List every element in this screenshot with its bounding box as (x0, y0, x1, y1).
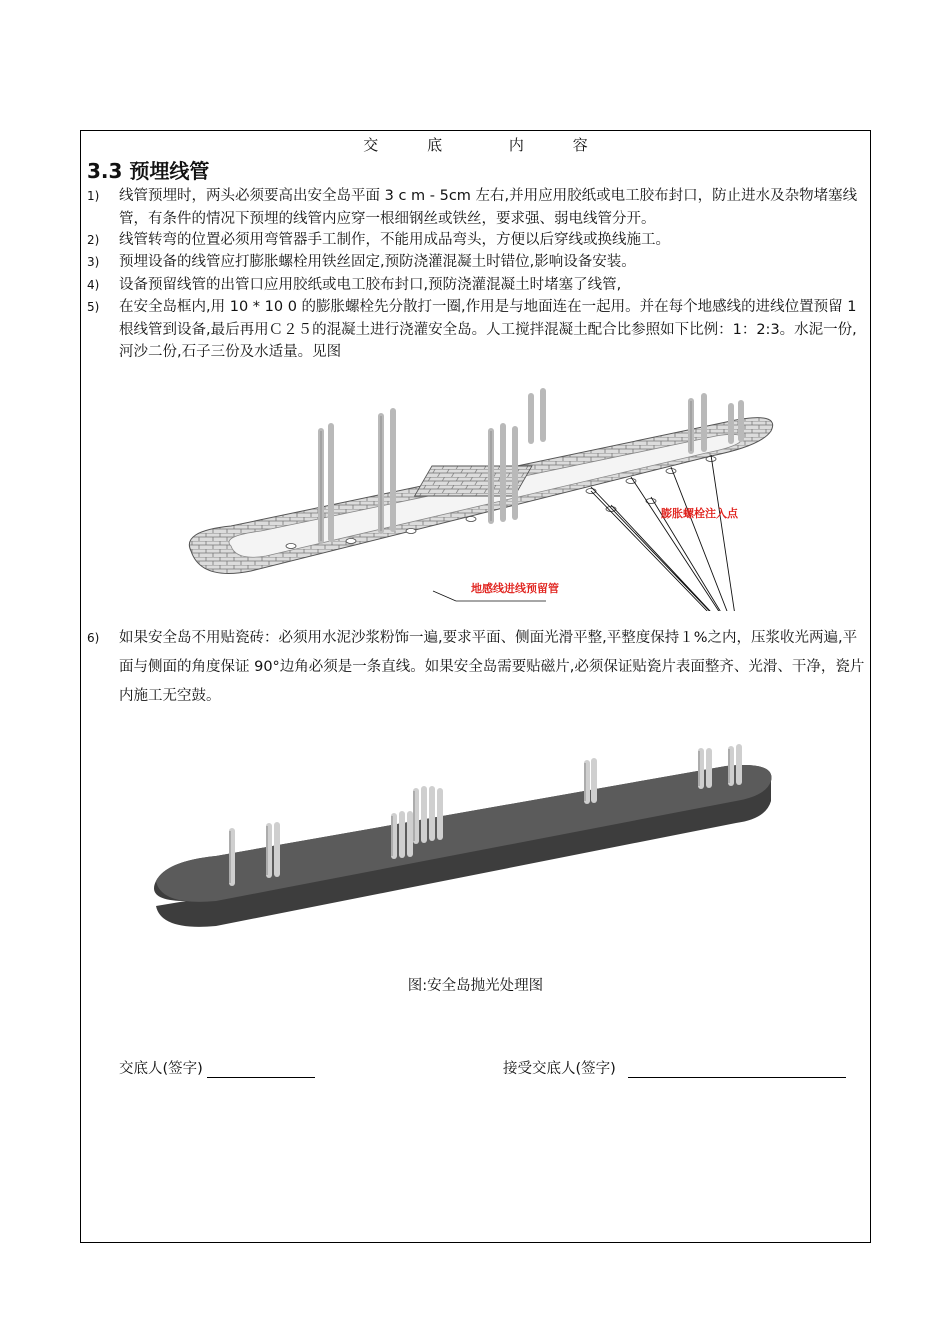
item-number: 3) (87, 255, 100, 269)
giver-signature (119, 1057, 315, 1078)
item-text: 线管转弯的位置必须用弯管器手工制作，不能用成品弯头，方便以后穿线或换线施工。 (119, 232, 670, 248)
list-item (81, 624, 872, 714)
giver-signature-line[interactable] (207, 1061, 315, 1078)
document-frame (80, 130, 871, 1243)
header-char: 交 (363, 136, 379, 154)
item-number: 4) (87, 278, 100, 292)
list-item (81, 185, 872, 231)
figure-caption: 图:安全岛抛光处理图 (407, 978, 544, 994)
item-number: 2) (87, 233, 100, 247)
item-text: 预埋设备的线管应打膨胀螺栓用铁丝固定,预防浇灌混凝土时错位,影响设备安装。 (119, 254, 636, 270)
item-number: 6) (87, 631, 100, 645)
header-char: 容 (572, 136, 588, 154)
pipe-reserve-label: 地感线进线预留管 (471, 582, 559, 595)
receiver-signature (503, 1057, 846, 1078)
header-char: 底 (427, 136, 443, 154)
island-construction-figure (171, 381, 791, 611)
polished-island-figure (146, 741, 786, 941)
receiver-label: 接受交底人(签字) (503, 1061, 616, 1077)
item-text: 如果安全岛不用贴瓷砖：必须用水泥沙浆粉饰一遍,要求平面、侧面光滑平整,平整度保持１%之内，压浆收光两遍,平面与侧面的角度保证 90°边角必须是一条直线。如果安全岛需要贴磁片,必须保证贴瓷片表面整齐、光滑、干净，瓷片内施工无空鼓。 (119, 630, 865, 704)
header-char: 内 (508, 136, 524, 154)
item-text: 设备预留线管的出管口应用胶纸或电工胶布封口,预防浇灌混凝土时堵塞了线管, (119, 277, 622, 293)
item-number: 1) (87, 189, 100, 203)
section-title: 3.3 预埋线管 (87, 159, 210, 183)
receiver-signature-line[interactable] (628, 1061, 846, 1078)
giver-label: 交底人(签字) (119, 1061, 203, 1077)
item-number: 5) (87, 300, 100, 314)
item-text: 线管预埋时，两头必须要高出安全岛平面 3 c m - 5cm 左右,并用应用胶纸或电工胶布封口，防止进水及杂物堵塞线管，有条件的情况下预埋的线管内应穿一根细钢丝或铁丝，要求强、弱电线管分开。 (119, 188, 858, 227)
table-header (81, 134, 870, 155)
bolt-point-label: 膨胀螺栓注入点 (661, 507, 738, 520)
item-text: 在安全岛框内,用 10 * 10 0 的膨胀螺栓先分散打一圈,作用是与地面连在一起用。并在每个地感线的进线位置预留 1 根线管到设备,最后再用Ｃ２５的混凝土进行浇灌安全岛。人工搅拌混凝土配合比参照如下比例：1：2:3。水泥一份,河沙二份,石子三份及水适量。见图 (119, 299, 857, 360)
